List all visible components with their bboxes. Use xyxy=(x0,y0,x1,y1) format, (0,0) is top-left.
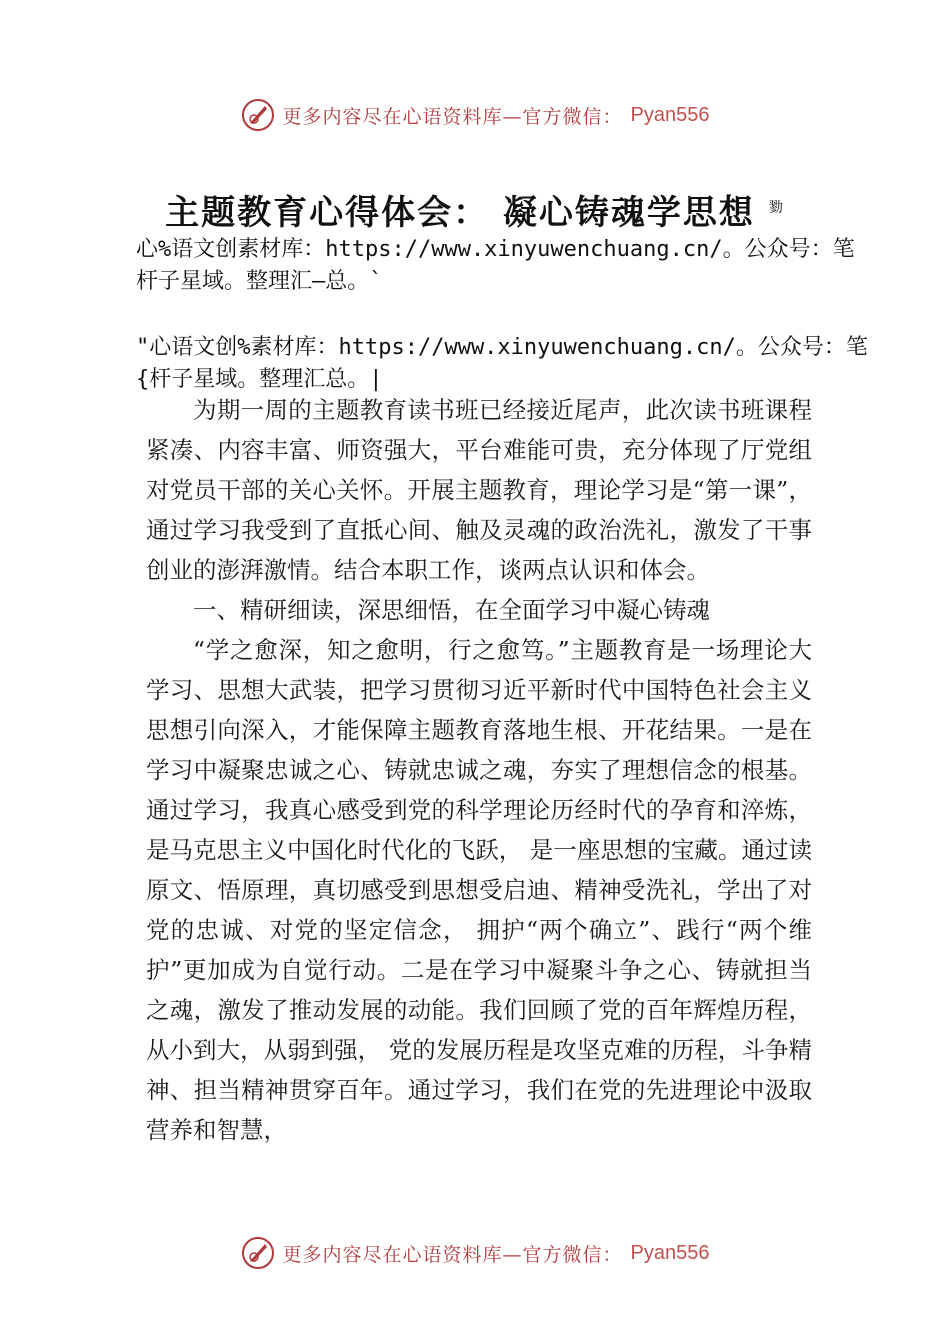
document-body xyxy=(146,390,812,1150)
paragraph-intro: 为期一周的主题教育读书班已经接近尾声，此次读书班课程紧凑、内容丰富、师资强大，平台难能可贵，充分体现了厅党组对党员干部的关心关怀。开展主题教育，理论学习是“第一课”，通过学习我受到了直抵心间、触及灵魂的政治洗礼，激发了干事创业的澎湃激情。结合本职工作，谈两点认识和体会。 xyxy=(146,396,812,584)
quill-seal-icon xyxy=(241,1236,275,1270)
header-watermark-banner xyxy=(0,95,950,135)
source-note-1: 心%语文创素材库：https://www.xinyuwenchuang.cn/。公众号：笔杆子星域。整理汇—总。` xyxy=(136,237,855,294)
quill-seal-icon xyxy=(241,98,275,132)
source-note-2: "心语文创%素材库：https://www.xinyuwenchuang.cn/。公众号：笔{杆子星域。整理汇总。| xyxy=(136,335,868,392)
title-stray-glyph: 勠 xyxy=(768,199,785,216)
banner-wechat-id: Pyan556 xyxy=(630,103,710,126)
footer-watermark-banner xyxy=(0,1233,950,1273)
document-title xyxy=(0,185,950,234)
section-heading-1: 一、精研细读，深思细悟，在全面学习中凝心铸魂 xyxy=(193,596,710,624)
banner-wechat-id: Pyan556 xyxy=(630,1241,710,1264)
paragraph-section-1: “学之愈深，知之愈明，行之愈笃。”主题教育是一场理论大学习、思想大武装，把学习贯彻习近平新时代中国特色社会主义思想引向深入，才能保障主题教育落地生根、开花结果。一是在学习中凝聚忠诚之心、铸就忠诚之魂，夯实了理想信念的根基。通过学习，我真心感受到党的科学理论历经时代的孕育和淬炼，是马克思主义中国化时代化的飞跃， 是一座思想的宝藏。通过读原文、悟原理，真切感受到思想受启迪、精神受洗礼，学出了对党的忠诚、对党的坚定信念， 拥护“两个确立”、践行“两个维护”更加成为自觉行动。二是在学习中凝聚斗争之心、铸就担当之魂，激发了推动发展的动能。我们回顾了党的百年辉煌历程，从小到大，从弱到强， 党的发展历程是攻坚克难的历程，斗争精神、担当精神贯穿百年。通过学习，我们在党的先进理论中汲取营养和智慧， xyxy=(146,636,812,1144)
banner-text: 更多内容尽在心语资料库—官方微信： xyxy=(282,1243,623,1266)
title-text: 主题教育心得体会： 凝心铸魂学思想 xyxy=(165,193,755,233)
banner-text: 更多内容尽在心语资料库—官方微信： xyxy=(282,105,623,128)
